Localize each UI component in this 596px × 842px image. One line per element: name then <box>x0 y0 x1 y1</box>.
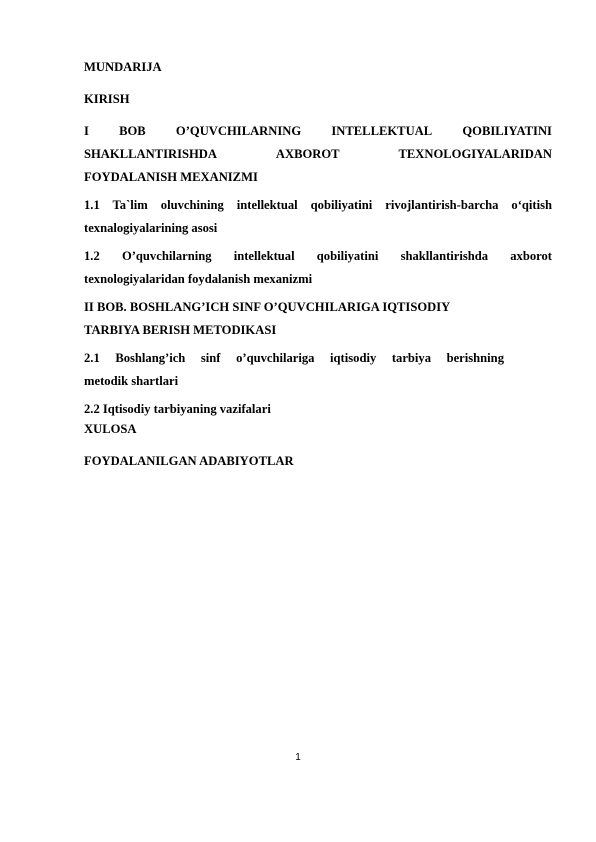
chapter-1-line-1: I BOB O’QUVCHILARNING INTELLEKTUAL QOBILIYATINI <box>84 124 552 138</box>
toc-title: MUNDARIJA <box>84 60 162 74</box>
table-of-contents <box>84 57 552 471</box>
toc-entry-section-2-2: 2.2 Iqtisodiy tarbiyaning vazifalari <box>84 402 271 416</box>
chapter-1-line-3: FOYDALANISH MEXANIZMI <box>84 170 258 184</box>
chapter-1-line-2: SHAKLLANTIRISHDA AXBOROT TEXNOLOGIYALARIDAN <box>84 147 552 161</box>
toc-entry-conclusion: XULOSA <box>84 422 137 436</box>
page-number: 1 <box>295 752 301 763</box>
toc-entry-chapter-2: II BOB. BOSHLANG’ICH SINF O’QUVCHILARIGA IQTISODIY TARBIYA BERISH METODIKASI <box>84 300 451 337</box>
toc-entry-references: FOYDALANILGAN ADABIYOTLAR <box>84 454 294 468</box>
toc-entry-section-1-1: 1.1 Ta`lim oluvchining intellektual qobiliyatini rivojlantirish-barcha o‘qitish texnalogiyalarining asosi <box>84 198 552 235</box>
toc-entry-section-1-2: 1.2 O’quvchilarning intellektual qobiliyatini shakllantirishda axborot texnologiyalaridan foydalanish mexanizmi <box>84 249 552 286</box>
toc-entry-chapter-1 <box>84 121 552 187</box>
toc-entry-intro: KIRISH <box>84 92 130 106</box>
toc-entry-section-2-1: 2.1 Boshlang’ich sinf o’quvchilariga iqtisodiy tarbiya berishning metodik shartlari <box>84 351 504 388</box>
